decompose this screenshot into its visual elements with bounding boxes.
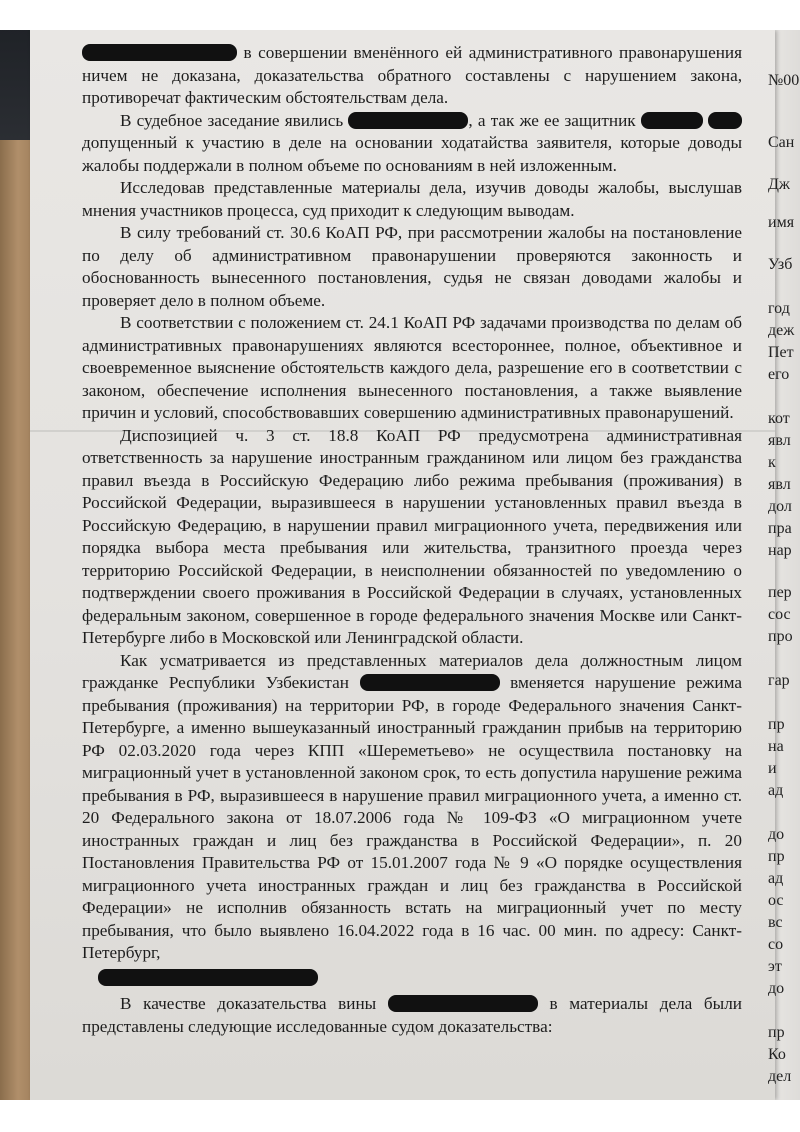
text-run: В соответствии с положением ст. 24.1 КоАП РФ задачами производства по делам об административных правонарушениях являются всестороннее, полное, объективное и своевременное выяснение обстоятельств каждого дела, разрешение его в соответствии с законом, обеспечение исполнения вынесенного постановления, а также выявление причин и условий, способствовавших совершению административных правонарушений. <box>82 313 742 422</box>
margin-fragment: деж <box>768 322 795 339</box>
margin-fragment: Дж <box>768 176 790 193</box>
top-border <box>0 0 800 30</box>
margin-fragment: эт <box>768 958 782 975</box>
margin-fragment: Пет <box>768 344 794 361</box>
text-run: вменяется нарушение режима пребывания (проживания) на территории РФ, в городе Федерального значения Санкт-Петербурге, а именно вышеуказанный иностранный гражданин прибыв на территорию РФ 02.03.2020 года через КПП «Шереметьево» не осуществила постановку на миграционный учет в установленной законом срок, то есть допустила нарушение режима пребывания в РФ, выразившееся в нарушение правил миграционного учета, а именно ст. 20 Федерального закона от 18.07.2006 года № 109-ФЗ «О миграционном учете иностранных граждан и лиц без гражданства в Российской Федерации», п. 20 Постановления Правительства РФ от 15.01.2007 года № 9 «О порядке осуществления миграционного учета иностранных граждан и лиц без гражданства в Российской Федерации» не исполнив обязанность встать на миграционный учет по месту пребывания, что было выявлено 16.04.2022 года в 16 час. 00 мин. по адресу: Санкт-Петербург, <box>82 673 742 962</box>
margin-fragment: пр <box>768 1024 785 1041</box>
margin-fragment: имя <box>768 214 795 231</box>
margin-fragment: его <box>768 366 790 383</box>
margin-fragment: №00 <box>768 72 800 89</box>
margin-fragment: и <box>768 760 777 777</box>
margin-fragment: Сан <box>768 134 795 151</box>
margin-fragment: явл <box>768 432 791 449</box>
margin-fragment: вс <box>768 914 783 931</box>
margin-fragment: до <box>768 826 785 843</box>
margin-fragment: со <box>768 936 784 953</box>
paragraph-p2 <box>82 110 742 178</box>
margin-fragment: ос <box>768 892 784 909</box>
redaction-mark <box>360 674 500 691</box>
paragraph-p6 <box>82 425 742 650</box>
paragraph-p8 <box>82 993 742 1038</box>
margin-fragment: на <box>768 738 784 755</box>
margin-fragment: ад <box>768 782 784 799</box>
paragraph-p3 <box>82 177 742 222</box>
bottom-border <box>0 1100 800 1132</box>
margin-fragment: до <box>768 980 785 997</box>
redaction-mark <box>82 44 237 61</box>
redaction-mark <box>388 995 538 1012</box>
margin-fragment: пра <box>768 520 792 537</box>
margin-fragment: к <box>768 454 776 471</box>
paragraph-p4 <box>82 222 742 312</box>
redaction-mark <box>348 112 468 129</box>
redaction-mark <box>641 112 703 129</box>
text-run: в материалы дела были представлены следующие исследованные судом доказательства: <box>82 994 743 1036</box>
margin-fragment: дол <box>768 498 792 515</box>
paragraph-p5 <box>82 312 742 425</box>
text-run: В силу требований ст. 30.6 КоАП РФ, при рассмотрении жалобы на постановление по делу об административном правонарушении проверяются законность и обоснованность вынесенного постановления, судья не связан доводами жалобы и проверяет дело в полном объеме. <box>82 223 742 310</box>
margin-fragment: пер <box>768 584 792 601</box>
text-run: Исследовав представленные материалы дела, изучив доводы жалобы, выслушав мнения участников процесса, суд приходит к следующим выводам. <box>82 178 742 220</box>
margin-fragment: явл <box>768 476 791 493</box>
margin-fragment: кот <box>768 410 790 427</box>
margin-fragment: сос <box>768 606 791 623</box>
margin-fragment: ад <box>768 870 784 887</box>
margin-fragment: пр <box>768 848 785 865</box>
text-run: В судебное заседание явились <box>120 110 349 130</box>
text-run: Диспозицией ч. 3 ст. 18.8 КоАП РФ предусмотрена административная ответственность за нарушение иностранным гражданином или лицом без гражданства правил въезда в Российскую Федерацию либо режима пребывания (проживания) в Российской Федерации, выразившееся в нарушении установленных правил въезда в Российскую Федерацию, в нарушении правил миграционного учета, передвижения или порядка выбора места пребывания или жительства, транзитного проезда через территорию Российской Федерации, в неисполнении обязанностей по уведомлению о подтверждении своего проживания в Российской Федерации в случаях, установленных федеральным законом, совершенное в городе федерального значения Москве или Санкт-Петербурге либо в Московской или Ленинградской области. <box>82 425 742 647</box>
text-run: в совершении вменённого ей административного правонарушения ничем не доказана, доказательства обратного составлены с нарушением закона, противоречат фактическим обстоятельствам дела. <box>82 43 742 107</box>
paragraph-p1 <box>82 42 742 110</box>
paragraph-p7 <box>82 650 742 988</box>
text-run: В качестве доказательства вины <box>120 994 388 1013</box>
redaction-mark <box>98 969 318 986</box>
margin-fragment: гар <box>768 672 790 689</box>
text-run: , а так же ее защитник <box>468 110 641 130</box>
margin-fragment: нар <box>768 542 792 559</box>
redaction-mark <box>708 112 742 129</box>
redacted-line <box>82 965 742 988</box>
margin-fragment: Узб <box>768 256 793 273</box>
text-run: Как усматривается из представленных материалов дела должностным лицом гражданке Республики Узбекистан <box>82 650 742 692</box>
margin-fragment: пр <box>768 716 785 733</box>
margin-fragment: Ко <box>768 1046 786 1063</box>
margin-fragment: дел <box>768 1068 792 1085</box>
text-run: допущенный к участию в деле на основании ходатайства заявителя, которые доводы жалобы поддержали в полном объеме по основаниям в ней изложенным. <box>82 133 742 175</box>
margin-fragment: год <box>768 300 790 317</box>
document-body <box>82 42 742 1038</box>
margin-fragment: про <box>768 628 793 645</box>
